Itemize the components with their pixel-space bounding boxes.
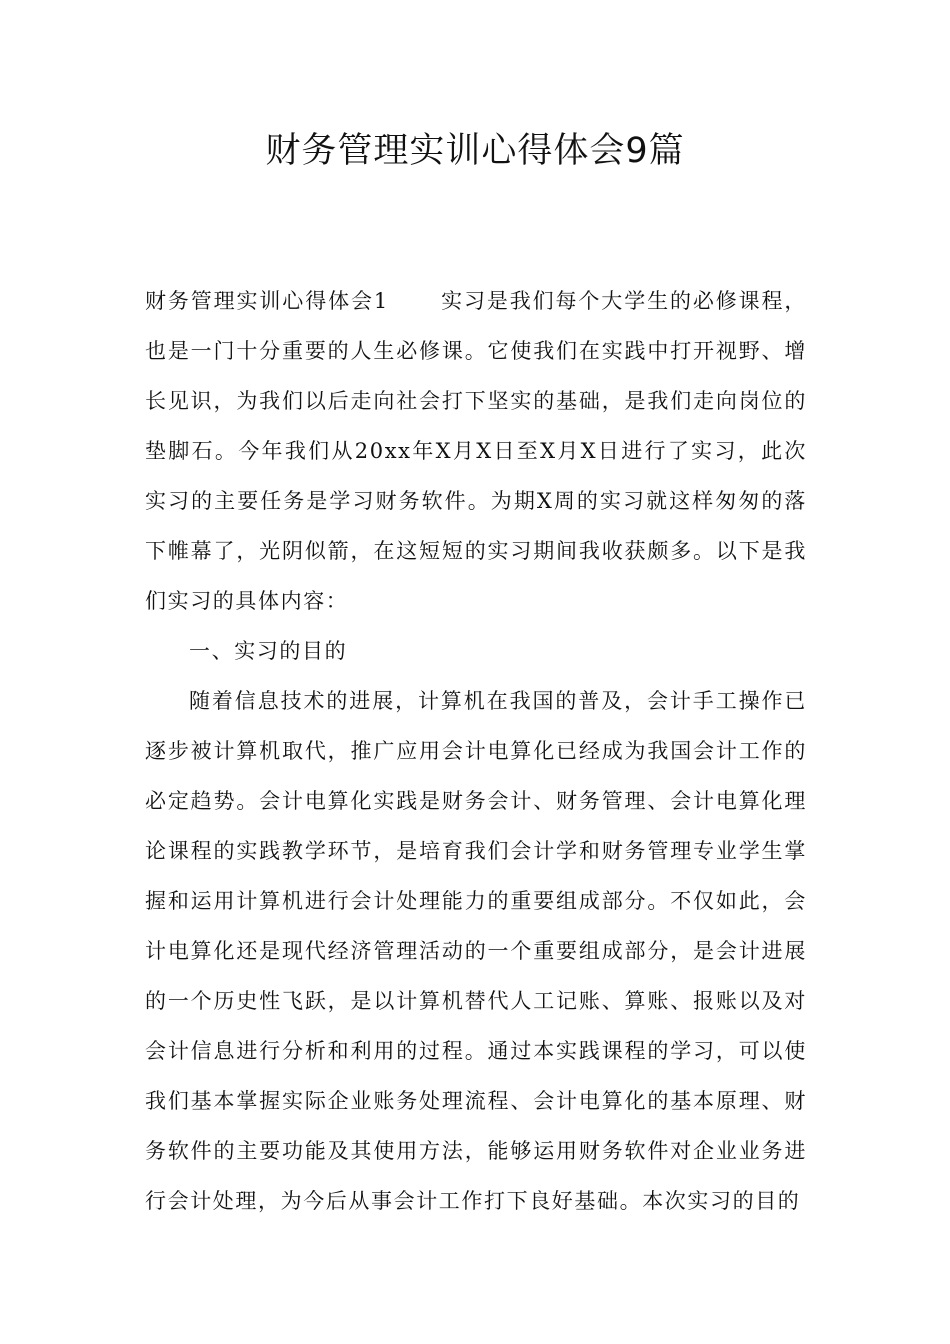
document-body <box>145 276 807 1226</box>
document-title: 财务管理实训心得体会9篇 <box>265 131 685 171</box>
section-heading: 一、实习的目的 <box>189 639 348 663</box>
intro-text: 实习是我们每个大学生的必修课程，也是一门十分重要的人生必修课。它使我们在实践中打开视野、增长见识，为我们以后走向社会打下坚实的基础，是我们走向岗位的垫脚石。今年我们从20xx年X月X日至X月X日进行了实习，此次实习的主要任务是学习财务软件。为期X周的实习就这样匆匆的落下帷幕了，光阴似箭，在这短短的实习期间我收获颇多。以下是我们实习的具体内容： <box>145 289 807 613</box>
section-label: 财务管理实训心得体会1 <box>145 289 389 313</box>
intro-paragraph <box>145 276 807 626</box>
body-paragraph: 随着信息技术的进展，计算机在我国的普及，会计手工操作已逐步被计算机取代，推广应用会计电算化已经成为我国会计工作的必定趋势。会计电算化实践是财务会计、财务管理、会计电算化理论课程的实践教学环节，是培育我们会计学和财务管理专业学生掌握和运用计算机进行会计处理能力的重要组成部分。不仅如此，会计电算化还是现代经济管理活动的一个重要组成部分，是会计进展的一个历史性飞跃，是以计算机替代人工记账、算账、报账以及对会计信息进行分析和利用的过程。通过本实践课程的学习，可以使我们基本掌握实际企业账务处理流程、会计电算化的基本原理、财务软件的主要功能及其使用方法，能够运用财务软件对企业业务进行会计处理，为今后从事会计工作打下良好基础。本次实习的目的 <box>145 689 807 1213</box>
